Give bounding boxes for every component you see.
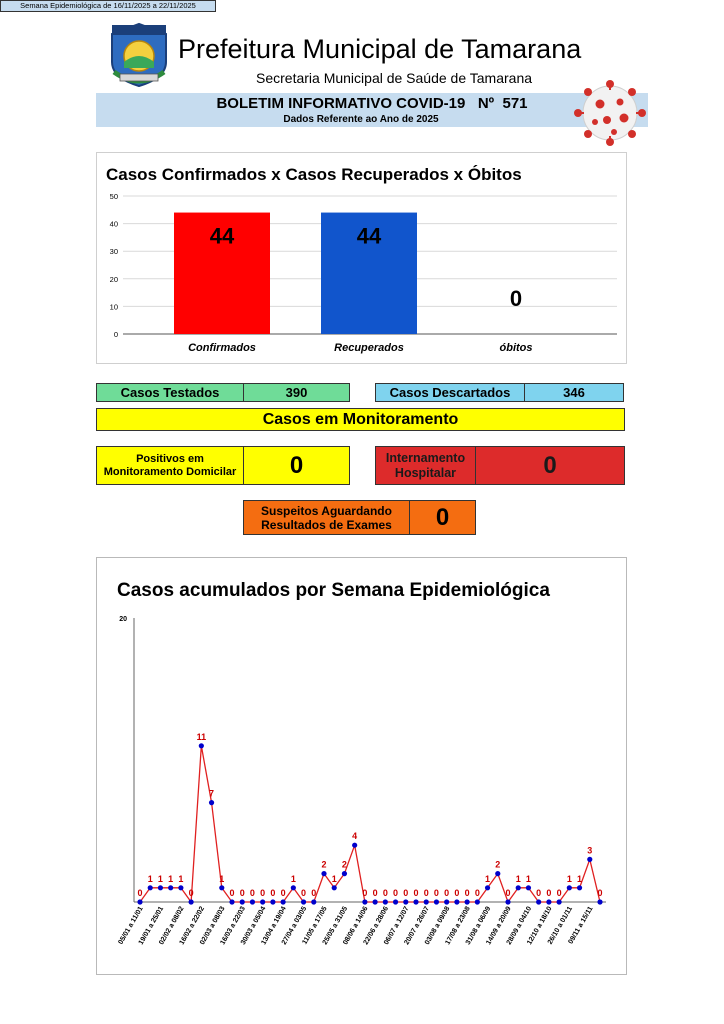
line-data-label: 2 [341, 859, 347, 870]
line-x-tick-label: 16/02 a 22/02 [178, 905, 207, 947]
line-point [444, 899, 449, 904]
line-point [393, 899, 398, 904]
coat-of-arms-logo [106, 22, 172, 88]
line-data-label: 0 [556, 888, 562, 898]
line-point [342, 871, 347, 876]
bar-y-tick-label: 50 [109, 192, 118, 201]
line-point [495, 871, 500, 876]
line-x-tick-label: 17/08 a 23/08 [444, 905, 472, 947]
line-point [362, 899, 367, 904]
line-data-label: 0 [433, 888, 439, 898]
discarded-value: 346 [524, 383, 624, 402]
line-data-label: 1 [178, 873, 184, 884]
line-point [597, 899, 602, 904]
line-point [485, 885, 490, 890]
line-data-label: 1 [515, 873, 521, 884]
bar-chart-title: Casos Confirmados x Casos Recuperados x Óbitos [106, 165, 522, 184]
home-monitoring-label: Positivos em Monitoramento Domicilar [96, 446, 244, 485]
line-data-label: 0 [188, 888, 194, 898]
epidemiological-week-footer: Semana Epidemiológica de 16/11/2025 a 22/11/2025 [0, 0, 216, 12]
line-data-label: 0 [249, 888, 255, 898]
line-point [229, 899, 234, 904]
line-x-tick-label: 25/05 a 31/05 [321, 905, 350, 947]
tested-value: 390 [243, 383, 350, 402]
line-data-label: 0 [444, 888, 450, 898]
monitoring-header: Casos em Monitoramento [96, 408, 625, 431]
line-point [434, 899, 439, 904]
line-point [587, 857, 592, 862]
line-point [270, 899, 275, 904]
line-point [475, 899, 480, 904]
line-chart-title: Casos acumulados por Semana Epidemiológica [117, 580, 550, 601]
line-data-label: 1 [290, 873, 296, 884]
line-data-label: 0 [464, 888, 470, 898]
line-point [178, 885, 183, 890]
line-data-label: 0 [454, 888, 460, 898]
line-point [168, 885, 173, 890]
line-data-label: 0 [474, 888, 480, 898]
line-point [557, 899, 562, 904]
line-x-tick-label: 28/09 a 04/10 [505, 905, 534, 947]
line-data-label: 0 [301, 888, 307, 898]
line-point [383, 899, 388, 904]
line-point [505, 899, 510, 904]
line-data-label: 3 [587, 845, 593, 856]
line-data-label: 0 [362, 888, 368, 898]
line-point [158, 885, 163, 890]
line-data-label: 1 [566, 873, 572, 884]
line-point [536, 899, 541, 904]
bar-data-label: 44 [356, 223, 382, 249]
line-x-tick-label: 08/06 a 14/06 [342, 905, 370, 947]
bar-y-tick-label: 20 [109, 274, 118, 284]
line-data-label: 1 [577, 873, 583, 884]
line-point [516, 885, 521, 890]
line-data-label: 0 [597, 888, 603, 898]
bar-data-label: 0 [509, 286, 523, 311]
line-data-label: 7 [209, 788, 215, 799]
line-x-tick-label: 19/01 a 25/01 [137, 905, 166, 947]
line-data-label: 1 [168, 873, 174, 884]
line-point [352, 843, 357, 848]
bulletin-title: BOLETIM INFORMATIVO COVID-19 Nº 571 [216, 95, 528, 112]
line-point [413, 899, 418, 904]
line-data-label: 1 [485, 873, 491, 884]
line-point [240, 899, 245, 904]
tested-label: Casos Testados [96, 383, 244, 402]
line-point [311, 899, 316, 904]
hospitalization-label: Internamento Hospitalar [375, 446, 476, 485]
bar-y-tick-label: 0 [113, 330, 118, 339]
line-point [424, 899, 429, 904]
line-data-label: 1 [331, 873, 337, 884]
line-data-label: 0 [260, 888, 266, 898]
hospitalization-value: 0 [475, 446, 625, 485]
line-x-tick-label: 05/01 a 11/01 [117, 905, 145, 946]
page-title: Prefeitura Municipal de Tamarana [178, 34, 582, 64]
discarded-label: Casos Descartados [375, 383, 525, 402]
line-point [373, 899, 378, 904]
line-data-label: 0 [311, 888, 317, 898]
line-series [140, 746, 603, 902]
virus-icon [562, 78, 658, 148]
line-point [148, 885, 153, 890]
line-data-label: 0 [403, 888, 409, 898]
line-point [403, 899, 408, 904]
line-x-tick-label: 16/03 a 22/03 [219, 905, 247, 947]
line-point [137, 899, 142, 904]
line-data-label: 2 [321, 859, 327, 870]
line-x-tick-label: 27/04 a 03/05 [280, 905, 309, 947]
line-point [250, 899, 255, 904]
line-point [260, 899, 265, 904]
line-point [546, 899, 551, 904]
line-x-tick-label: 22/06 a 28/06 [362, 905, 391, 947]
line-data-label: 0 [546, 888, 552, 898]
line-data-label: 0 [270, 888, 276, 898]
pending-tests-value: 0 [409, 500, 476, 535]
line-data-label: 0 [382, 888, 388, 898]
line-data-label: 1 [219, 873, 225, 884]
line-data-label: 0 [423, 888, 429, 898]
line-data-label: 0 [505, 888, 511, 898]
line-point [291, 885, 296, 890]
line-x-tick-label: 31/08 a 06/09 [464, 905, 493, 947]
line-x-tick-label: 30/03 a 05/04 [239, 905, 268, 947]
line-point [332, 885, 337, 890]
bulletin-subtitle: Dados Referente ao Ano de 2025 [283, 114, 439, 125]
bar-y-tick-label: 10 [109, 302, 118, 312]
bar-chart [96, 152, 627, 364]
line-point [189, 899, 194, 904]
line-point [526, 885, 531, 890]
line-x-tick-label: 20/07 a 26/07 [403, 905, 431, 947]
line-y-tick-label: 20 [119, 616, 127, 623]
line-data-label: 0 [137, 888, 143, 898]
line-data-label: 0 [536, 888, 542, 898]
line-x-tick-label: 02/02 a 08/02 [158, 905, 186, 947]
bar-y-tick-label: 40 [109, 219, 118, 229]
line-point [454, 899, 459, 904]
line-point [321, 871, 326, 876]
line-x-tick-label: 11/05 a 17/05 [301, 905, 329, 946]
line-point [209, 800, 214, 805]
line-x-tick-label: 13/04 a 19/04 [260, 905, 288, 947]
line-data-label: 1 [157, 873, 163, 884]
bar-category-label: óbitos [499, 342, 533, 354]
line-x-tick-label: 14/09 a 20/09 [485, 905, 513, 947]
line-data-label: 4 [352, 831, 358, 842]
line-point [577, 885, 582, 890]
line-data-label: 1 [147, 873, 153, 884]
line-data-label: 11 [196, 731, 207, 742]
line-x-tick-label: 09/11 a 15/11 [567, 905, 595, 946]
bar-category-label: Confirmados [188, 342, 256, 354]
line-data-label: 0 [229, 888, 235, 898]
line-data-label: 0 [393, 888, 399, 898]
line-data-label: 0 [372, 888, 378, 898]
line-x-tick-label: 03/08 a 09/08 [423, 905, 452, 947]
bar-data-label: 44 [209, 223, 235, 249]
line-data-label: 0 [280, 888, 286, 898]
line-point [465, 899, 470, 904]
line-point [219, 885, 224, 890]
line-data-label: 1 [525, 873, 531, 884]
bar-category-label: Recuperados [334, 342, 404, 354]
line-point [281, 899, 286, 904]
line-x-tick-label: 12/10 a 18/10 [526, 905, 554, 947]
page-subtitle: Secretaria Municipal de Saúde de Tamarana [256, 70, 533, 86]
line-data-label: 2 [495, 859, 501, 870]
line-chart [96, 557, 627, 975]
line-point [567, 885, 572, 890]
line-point [301, 899, 306, 904]
bar-y-tick-label: 30 [109, 247, 118, 257]
pending-tests-label: Suspeitos Aguardando Resultados de Exames [243, 500, 410, 535]
line-data-label: 0 [413, 888, 419, 898]
home-monitoring-value: 0 [243, 446, 350, 485]
line-data-label: 0 [239, 888, 245, 898]
line-x-tick-label: 06/07 a 12/07 [383, 905, 411, 947]
line-x-tick-label: 26/10 a 01/11 [546, 905, 575, 946]
line-x-tick-label: 02/03 a 08/03 [199, 905, 227, 947]
line-point [199, 743, 204, 748]
